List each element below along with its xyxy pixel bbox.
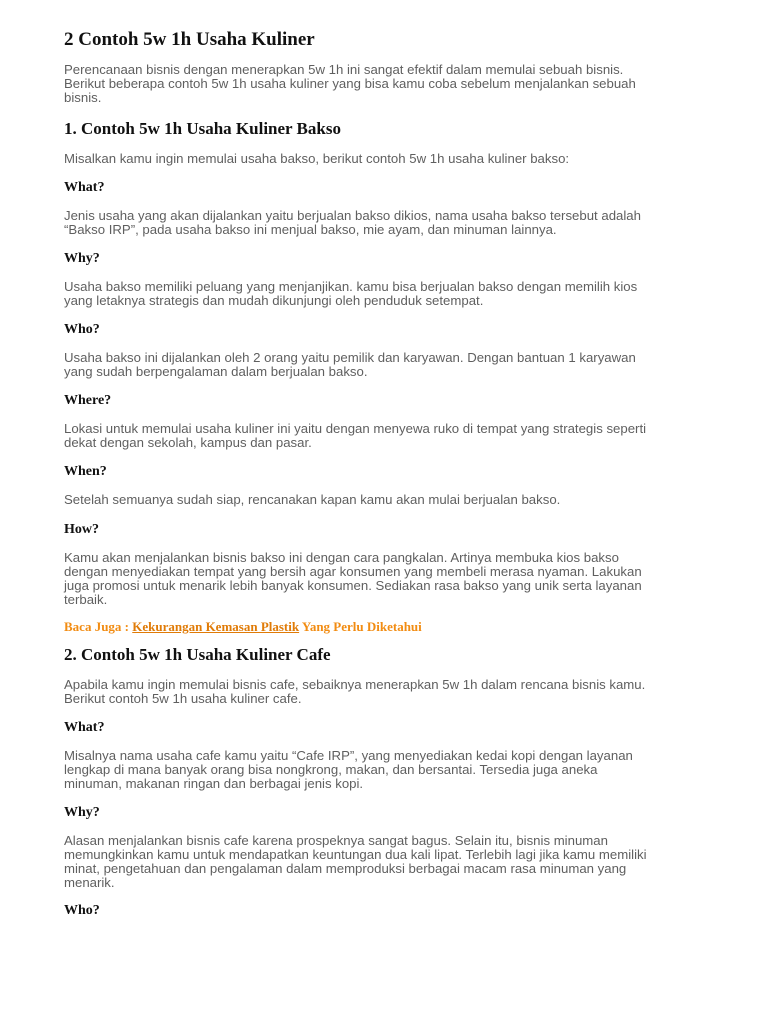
- text-line: dekat dengan sekolah, kampus dan pasar.: [64, 434, 312, 450]
- text-line: “Bakso IRP”, pada usaha bakso ini menjual bakso, mie ayam, dan minuman lainnya.: [64, 221, 557, 237]
- baca-juga-suffix: Yang Perlu Diketahui: [299, 619, 422, 634]
- s1-how-text: [64, 551, 714, 607]
- text-line: Kamu akan menjalankan bisnis bakso ini dengan cara pangkalan. Artinya membuka kios bakso: [64, 550, 619, 565]
- s1-why-label: Why?: [64, 251, 100, 266]
- baca-juga-prefix: Baca Juga :: [64, 619, 133, 634]
- text-line: menarik.: [64, 874, 115, 890]
- page-title: 2 Contoh 5w 1h Usaha Kuliner: [64, 29, 315, 50]
- s1-what-text: [64, 209, 714, 237]
- text-line: lengkap di mana banyak orang bisa nongkrong, makan, dan bersantai. Tersedia juga aneka: [64, 761, 598, 777]
- s1-who-label: Who?: [64, 322, 100, 337]
- text-line: Jenis usaha yang akan dijalankan yaitu berjualan bakso dikios, nama usaha bakso tersebut adalah: [64, 208, 641, 223]
- text-line: Usaha bakso ini dijalankan oleh 2 orang yaitu pemilik dan karyawan. Dengan bantuan 1 karyawan: [64, 350, 636, 365]
- intro-line: Perencanaan bisnis dengan menerapkan 5w 1h ini sangat efektif dalam memulai sebuah bisnis.: [64, 62, 624, 77]
- text-line: Alasan menjalankan bisnis cafe karena prospeknya sangat bagus. Selain itu, bisnis minuman: [64, 833, 608, 848]
- s2-why-text: [64, 834, 714, 890]
- intro-paragraph: [64, 63, 714, 105]
- baca-juga-link[interactable]: Kekurangan Kemasan Plastik: [132, 619, 300, 634]
- text-line: memungkinkan kamu untuk mendapatkan keuntungan dua kali lipat. Terlebih lagi jika kamu memiliki: [64, 846, 647, 862]
- s1-how-label: How?: [64, 522, 99, 537]
- section1-heading: 1. Contoh 5w 1h Usaha Kuliner Bakso: [64, 119, 341, 138]
- text-line: dengan menyediakan tempat yang bersih agar konsumen yang membeli merasa nyaman. Lakukan: [64, 563, 642, 579]
- text-line: juga promosi untuk menarik lebih banyak konsumen. Sediakan rasa bakso yang unik serta layanan: [64, 577, 642, 593]
- s1-when-text: [64, 493, 714, 507]
- text-line: Lokasi untuk memulai usaha kuliner ini yaitu dengan menyewa ruko di tempat yang strategis seperti: [64, 421, 647, 436]
- s1-what-label: What?: [64, 180, 105, 195]
- text-line: yang sudah berpengalaman dalam berjualan bakso.: [64, 363, 368, 379]
- text-line: minat, pengetahuan dan pengalaman dalam memproduksi berbagai macam rasa minuman yang: [64, 860, 627, 876]
- text-line: yang letaknya strategis dan mudah dikunjungi oleh penduduk setempat.: [64, 292, 484, 308]
- text-line: minuman, makanan ringan dan berbagai jenis kopi.: [64, 775, 364, 791]
- intro-line: Berikut beberapa contoh 5w 1h usaha kuliner yang bisa kamu coba sebelum menjalankan sebuah: [64, 75, 636, 91]
- section2-intro-line: Apabila kamu ingin memulai bisnis cafe, sebaiknya menerapkan 5w 1h dalam rencana bisnis kamu.: [64, 677, 646, 692]
- section2-intro: [64, 678, 714, 706]
- s1-when-label: When?: [64, 464, 107, 479]
- text-line: terbaik.: [64, 591, 108, 607]
- intro-line: bisnis.: [64, 89, 102, 105]
- text-line: Setelah semuanya sudah siap, rencanakan kapan kamu akan mulai berjualan bakso.: [64, 492, 561, 507]
- s1-where-label: Where?: [64, 393, 112, 408]
- text-line: Usaha bakso memiliki peluang yang menjanjikan. kamu bisa berjualan bakso dengan memilih kios: [64, 279, 638, 294]
- s2-what-text: [64, 749, 714, 791]
- s1-why-text: [64, 280, 714, 308]
- s1-who-text: [64, 351, 714, 379]
- s2-why-label: Why?: [64, 805, 100, 820]
- baca-juga: [64, 619, 422, 635]
- section2-heading: 2. Contoh 5w 1h Usaha Kuliner Cafe: [64, 645, 331, 664]
- section1-intro: [64, 152, 714, 166]
- section2-intro-line: Berikut contoh 5w 1h usaha kuliner cafe.: [64, 690, 302, 706]
- s1-where-text: [64, 422, 714, 450]
- section1-intro-line: Misalkan kamu ingin memulai usaha bakso, berikut contoh 5w 1h usaha kuliner bakso:: [64, 151, 570, 166]
- s2-who-label: Who?: [64, 903, 100, 918]
- s2-what-label: What?: [64, 720, 105, 735]
- text-line: Misalnya nama usaha cafe kamu yaitu “Cafe IRP”, yang menyediakan kedai kopi dengan layanan: [64, 748, 633, 763]
